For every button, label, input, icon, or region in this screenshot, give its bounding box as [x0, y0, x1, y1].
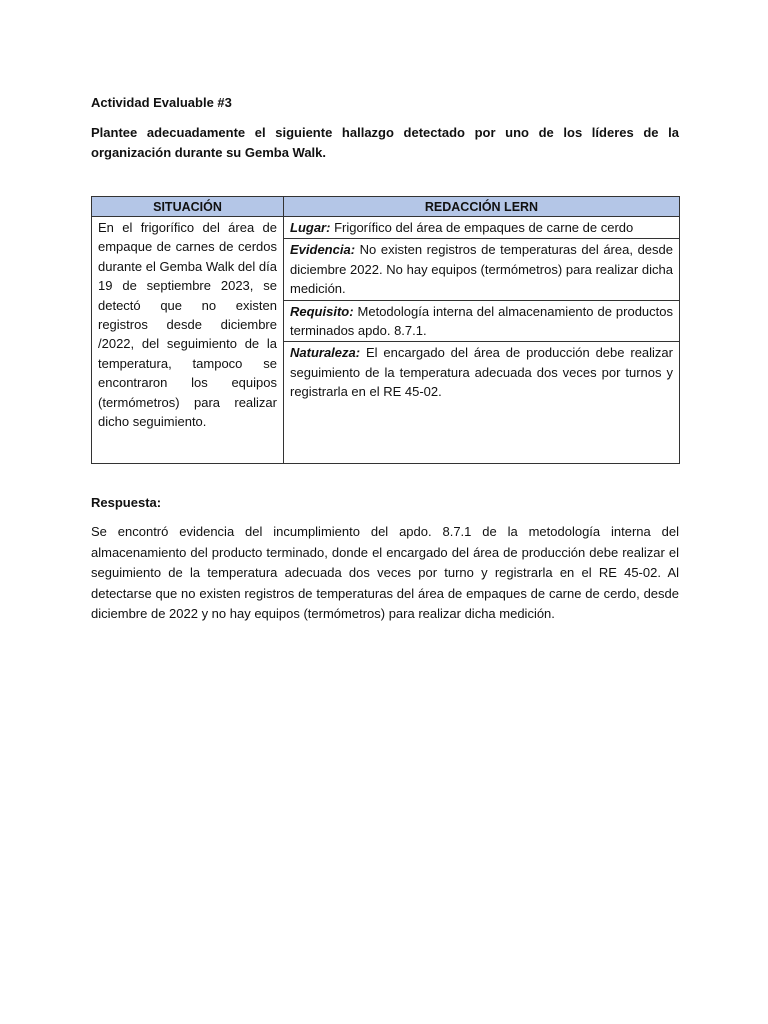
lern-table	[91, 196, 680, 464]
evidencia-text: No existen registros de temperaturas del área, desde diciembre 2022. No hay equipos (termómetros) para realizar dicha medición.	[290, 242, 673, 297]
lern-evidencia	[284, 239, 679, 300]
lern-naturaleza	[284, 342, 679, 402]
naturaleza-label: Naturaleza:	[290, 345, 361, 361]
document-title: Actividad Evaluable #3	[91, 95, 232, 110]
lugar-label: Lugar:	[290, 220, 331, 235]
situacion-cell: En el frigorífico del área de empaque de carnes de cerdos durante el Gemba Walk del día 19 de septiembre 2023, se detectó que no existen registros desde diciembre /2022, del seguimiento de la temperatura, tampoco se encontraron los equipos (termómetros) para realizar dicho seguimiento.	[92, 217, 284, 464]
document-prompt: Plantee adecuadamente el siguiente hallazgo detectado por uno de los líderes de la organización durante su Gemba Walk.	[91, 125, 679, 160]
answer-title: Respuesta:	[91, 495, 162, 510]
lern-requisito	[284, 301, 679, 343]
lern-cell	[284, 217, 680, 464]
answer-text: Se encontró evidencia del incumplimiento del apdo. 8.7.1 de la metodología interna del almacenamiento del producto terminado, donde el encargado del área de producción debe realizar el seguimiento de la temperatura adecuada dos veces por turno y registrarla en el RE 45-02. Al detectarse que no existen registros de temperaturas del área de empaques de carne de cerdo, desde diciembre de 2022 y no hay equipos (termómetros) para realizar dicha medición.	[91, 524, 679, 621]
requisito-text: Metodología interna del almacenamiento de productos terminados apdo. 8.7.1.	[290, 303, 673, 339]
lugar-text: Frigorífico del área de empaques de carne de cerdo	[330, 220, 634, 235]
header-redaccion-lern: REDACCIÓN LERN	[284, 197, 680, 217]
naturaleza-text: El encargado del área de producción debe realizar seguimiento de la temperatura adecuada dos veces por turnos y registrarla en el RE 45-02.	[290, 345, 673, 400]
table-row	[92, 217, 680, 464]
table-header-row	[92, 197, 680, 217]
lern-lugar	[284, 217, 679, 239]
header-situacion: SITUACIÓN	[92, 197, 284, 217]
evidencia-label: Evidencia:	[290, 242, 356, 258]
document-page	[91, 94, 679, 625]
requisito-label: Requisito:	[290, 303, 354, 319]
